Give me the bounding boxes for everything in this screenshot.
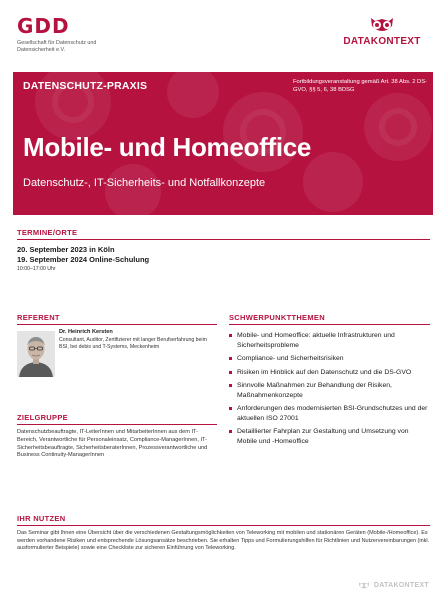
- bullet-icon: [229, 430, 232, 433]
- schwerpunkte-section: [229, 313, 430, 450]
- topic-text: Risiken im Hinblick auf den Datenschutz und die DS-GVO: [237, 368, 412, 376]
- topic-list: [229, 331, 430, 446]
- bullet-icon: [229, 384, 232, 387]
- topic-text: Sinnvolle Maßnahmen zur Behandlung der Risiken, Maßnahmenkonzepte: [237, 382, 392, 399]
- zielgruppe-text: Datenschutzbeauftragte, IT-LeiterInnen und MitarbeiterInnen aus dem IT-Bereich, Verantwortliche für Personaleinsatz, Compliance-ManagerInnen, IT-Sicherheitsbeauftragte, SicherheitsberaterInnen, Prozessverantwortliche und Business Continuity-ManagerInnen: [17, 429, 208, 459]
- termin-time: 10:00–17:00 Uhr: [17, 266, 56, 272]
- portrait-photo: [17, 331, 55, 377]
- divider: [17, 525, 430, 526]
- nutzen-section: [17, 514, 430, 553]
- referent-details: [59, 329, 217, 352]
- list-item: [229, 404, 430, 423]
- nutzen-heading: IHR NUTZEN: [17, 514, 66, 523]
- list-item: [229, 354, 430, 364]
- topic-text: Detaillierter Fahrplan zur Gestaltung und Umsetzung von Mobile und -Homeoffice: [237, 428, 409, 445]
- divider: [229, 324, 430, 325]
- owl-icon: [367, 16, 397, 34]
- schwerpunkte-heading: SCHWERPUNKTTHEMEN: [229, 313, 325, 322]
- list-item: [229, 427, 430, 446]
- topic-text: Anforderungen des modernisierten BSI-Grundschutzes und der aktuellen ISO 27001: [237, 405, 428, 422]
- termine-heading: TERMINE/ORTE: [17, 228, 78, 237]
- footer-wordmark: DATAKONTEXT: [373, 582, 429, 589]
- bullet-icon: [229, 334, 232, 337]
- termin-line-1: 20. September 2023 in Köln: [17, 245, 115, 254]
- divider: [17, 324, 217, 325]
- nutzen-text: Das Seminar gibt Ihnen eine Übersicht über die verschiedenen Gestaltungsmöglichkeiten von Teleworking mit mobilen und stationären Geräten (Mobile-/Homeoffice). Es werden vorhandene Risiken und entsprechende Lösungsansätze beschrieben. Sie erhalten Tipps und Formulierungshilfen für Richtlinien und Nutzervereinbarungen (inkl. ausformulierter Beispiele) sowie eine Checkliste zur sicheren Einführung von Teleworking.: [17, 530, 430, 552]
- gdd-logo: [17, 14, 97, 53]
- list-item: [229, 381, 430, 400]
- datakontext-logo: [339, 16, 425, 47]
- termin-line-2: 19. September 2024 Online-Schulung: [17, 255, 150, 264]
- datakontext-wordmark: DATAKONTEXT: [343, 36, 421, 47]
- footer-logo: [357, 581, 429, 590]
- referent-heading: REFERENT: [17, 313, 60, 322]
- referent-section: [17, 313, 217, 351]
- series-label: DATENSCHUTZ-PRAXIS: [23, 80, 148, 92]
- zielgruppe-heading: ZIELGRUPPE: [17, 413, 68, 422]
- termine-section: [17, 228, 430, 272]
- divider: [17, 424, 217, 425]
- bullet-icon: [229, 407, 232, 410]
- topic-text: Mobile- und Homeoffice: aktuelle Infrastrukturen und Sicherheitsprobleme: [237, 332, 395, 349]
- referent-bio: Consultant, Auditor, Zertifizierer mit langer Berufserfahrung beim BSI, bei debis und T-Systems, Meckenheim: [59, 336, 207, 351]
- fortbildung-note: Fortbildungsveranstaltung gemäß Art. 38 Abs. 2 DS-GVO, §§ 5, 6, 38 BDSG: [293, 79, 428, 93]
- bullet-icon: [229, 357, 232, 360]
- topic-text: Compliance- und Sicherheitsrisiken: [237, 355, 344, 363]
- owl-icon: [357, 581, 371, 590]
- referent-name: Dr. Heinrich Kersten: [59, 329, 113, 335]
- header-banner: [13, 72, 433, 215]
- divider: [17, 239, 430, 240]
- zielgruppe-section: [17, 413, 217, 460]
- page-title: Mobile- und Homeoffice: [23, 132, 312, 162]
- page-subtitle: Datenschutz-, IT-Sicherheits- und Notfallkonzepte: [23, 177, 266, 189]
- gdd-logo-mark: GDD: [17, 14, 70, 38]
- bullet-icon: [229, 371, 232, 374]
- list-item: [229, 368, 430, 378]
- gdd-logo-subline: Gesellschaft für Datenschutz und Datensicherheit e.V.: [17, 40, 97, 53]
- list-item: [229, 331, 430, 350]
